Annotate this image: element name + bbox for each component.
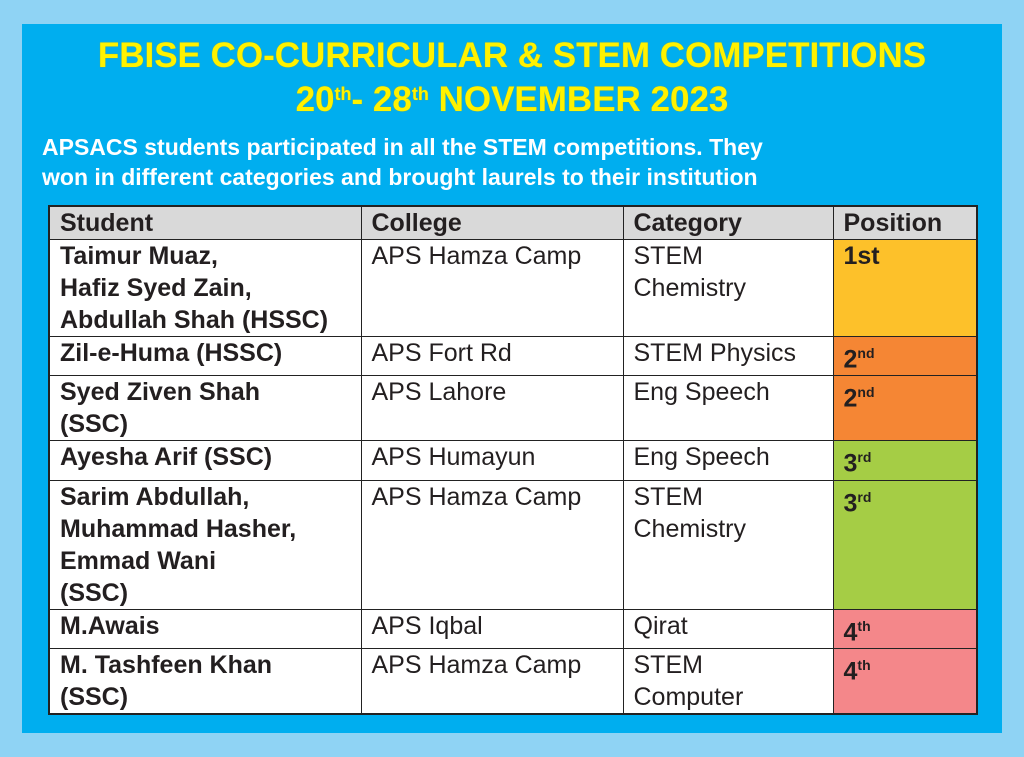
poster-title: FBISE CO-CURRICULAR & STEM COMPETITIONS [97,36,927,75]
table-header-row [49,206,977,240]
position-suffix: th [857,656,871,673]
category-cell [623,337,833,376]
column-header-student: Student [49,206,361,240]
category-cell [623,480,833,609]
college-cell: APS Lahore [361,376,623,441]
student-cell [49,337,361,376]
position-number: 4 [843,657,858,686]
category-line: STEM [633,482,703,511]
category-line: Eng Speech [633,378,770,407]
student-cell [49,648,361,714]
position-suffix: rd [857,488,872,505]
table-row [49,240,977,337]
column-header-category: Category [623,206,833,240]
table-row [49,648,977,714]
college-cell: APS Hamza Camp [361,480,623,609]
results-table [48,205,978,715]
student-cell [49,240,361,337]
table-row [49,441,977,480]
category-line: STEM Physics [633,339,797,367]
student-name-line: M. Tashfeen Khan [60,650,273,679]
college-cell: APS Humayun [361,441,623,480]
student-name-line: (SSC) [60,410,129,439]
student-name-line: (SSC) [60,578,129,607]
category-line: Computer [633,682,744,711]
category-cell [623,648,833,714]
position-cell [833,337,977,376]
student-name-line: Abdullah Shah (HSSC) [60,306,329,334]
table-row [49,609,977,648]
position-suffix: nd [857,384,875,401]
date-month-year: NOVEMBER 2023 [428,80,729,119]
intro-line: won in different categories and brought laurels to their institution [42,164,758,190]
position-cell [833,441,977,480]
position-number: 3 [843,488,858,517]
category-line: Eng Speech [633,443,770,472]
column-header-position: Position [833,206,977,240]
position-suffix: rd [857,449,872,466]
position-cell [833,648,977,714]
student-name-line: Emmad Wani [60,546,217,575]
category-cell [623,376,833,441]
college-cell: APS Iqbal [361,609,623,648]
intro-text [42,132,992,192]
date-end-suffix: th [411,84,429,104]
student-cell [49,441,361,480]
student-name-line: Muhammad Hasher, [60,514,297,543]
student-cell [49,376,361,441]
table-row [49,376,977,441]
table-row [49,480,977,609]
poster-date [22,80,1002,120]
college-cell: APS Fort Rd [361,337,623,376]
category-cell [623,240,833,337]
category-line: Chemistry [633,514,747,543]
student-name-line: (SSC) [60,682,129,711]
student-name-line: M.Awais [60,611,160,640]
student-cell [49,609,361,648]
position-number: 2 [843,345,858,374]
position-suffix: nd [857,345,875,361]
table-row [49,337,977,376]
student-name-line: Zil-e-Huma (HSSC) [60,339,283,367]
column-header-college: College [361,206,623,240]
college-cell: APS Hamza Camp [361,648,623,714]
position-number: 3 [843,449,858,478]
category-line: Chemistry [633,274,747,302]
date-start-suffix: th [334,84,352,104]
position-number: 4 [843,617,858,646]
college-cell: APS Hamza Camp [361,240,623,337]
position-suffix: th [857,617,871,634]
position-number: 2 [843,384,858,413]
poster-panel [22,24,1002,733]
position-number: 1st [843,242,880,270]
category-line: STEM [633,242,703,270]
student-name-line: Sarim Abdullah, [60,482,250,511]
intro-line: APSACS students participated in all the STEM competitions. They [42,134,763,160]
student-name-line: Taimur Muaz, [60,242,218,270]
student-cell [49,480,361,609]
date-separator: - 28 [351,80,412,119]
position-cell [833,609,977,648]
position-cell [833,480,977,609]
student-name-line: Syed Ziven Shah [60,378,261,407]
date-start: 20 [295,80,335,119]
category-cell [623,441,833,480]
category-line: STEM [633,650,703,679]
position-cell [833,376,977,441]
category-line: Qirat [633,611,688,640]
category-cell [623,609,833,648]
student-name-line: Hafiz Syed Zain, [60,274,252,302]
position-cell [833,240,977,337]
student-name-line: Ayesha Arif (SSC) [60,443,273,472]
